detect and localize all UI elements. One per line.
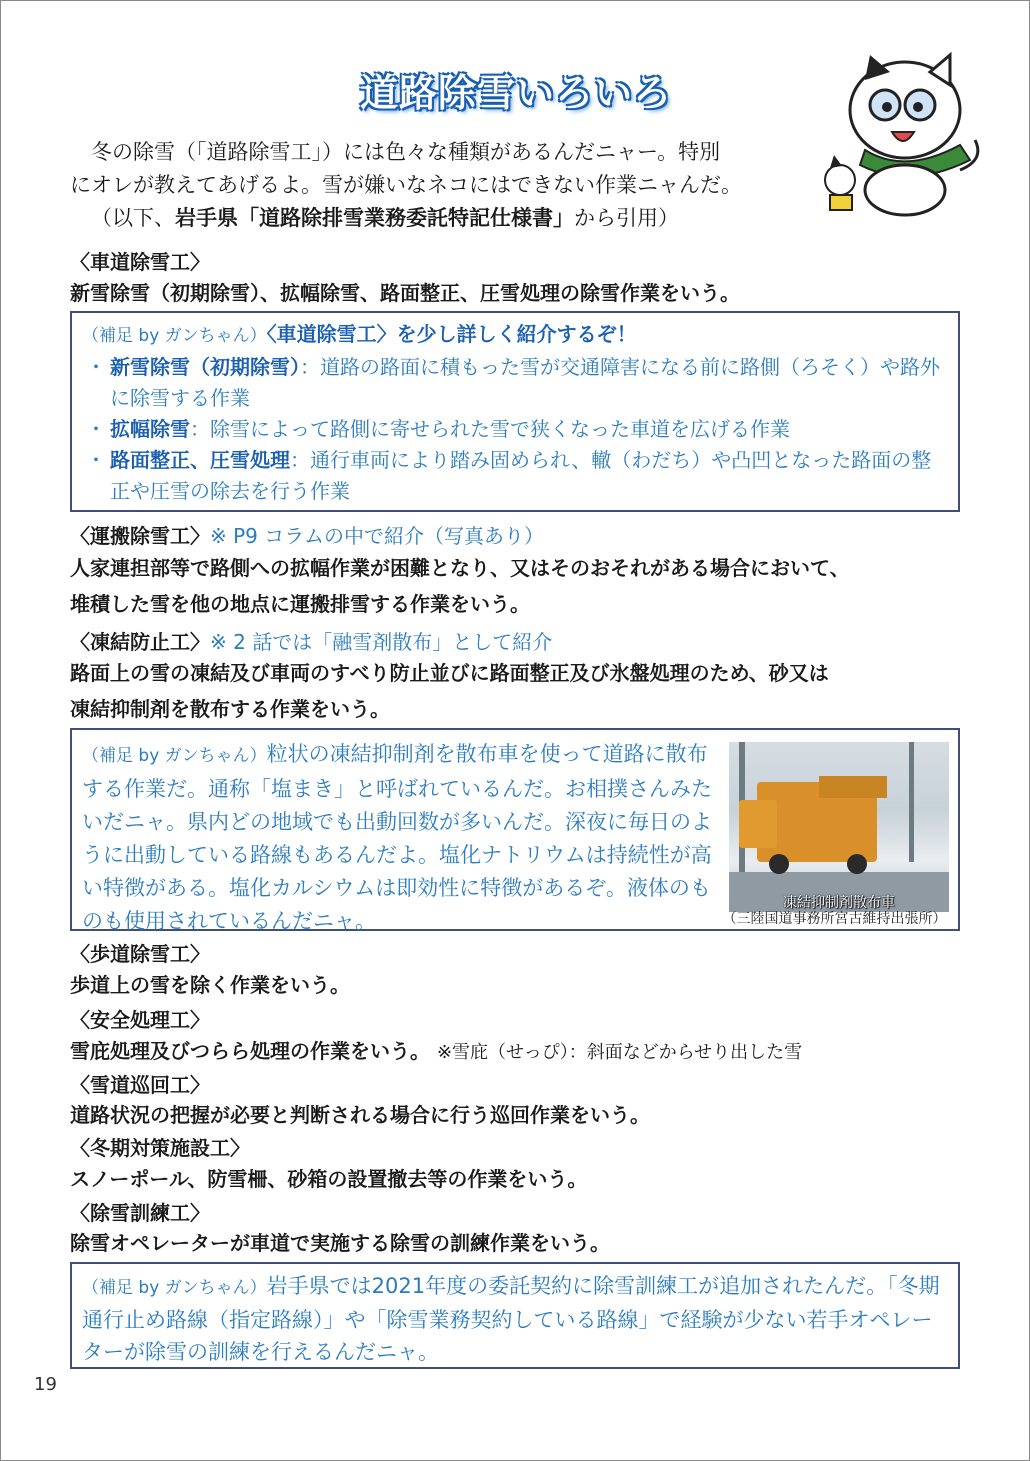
body-safety-text: 雪庇処理及びつらら処理の作業をいう。 <box>70 1039 430 1063</box>
heading-freeze-label: 〈凍結防止工〉 <box>70 630 210 654</box>
page-title: 道路除雪いろいろ <box>360 71 673 115</box>
tree-shape <box>909 742 914 862</box>
body-safety <box>70 1033 970 1071</box>
truck-cab-shape <box>739 800 777 848</box>
body-freeze-line-2: 凍結抑制剤を散布する作業をいう。 <box>70 697 390 721</box>
body-road: 新雪除雪（初期除雪）、拡幅除雪、路面整正、圧雪処理の除雪作業をいう。 <box>70 281 740 305</box>
heading-freeze-note: ※ 2 話では「融雪剤散布」として紹介 <box>210 630 553 654</box>
list-item-term: 路面整正、圧雪処理 <box>110 448 290 472</box>
intro-line-3-prefix: （以下、 <box>91 206 175 230</box>
intro-line-2: にオレが教えてあげるよ。雪が嫌いなネコにはできない作業ニャんだ。 <box>70 173 742 197</box>
heading-freeze <box>70 626 552 655</box>
box2-text <box>82 738 718 938</box>
body-freeze <box>70 655 970 727</box>
box2-body: 粒状の凍結抑制剤を散布車を使って道路に散布する作業だ。通称「塩まき」と呼ばれているんだ。お相撲さんみたいだニャ。県内どの地域でも出動回数が多いんだ。深夜に毎日のように出動している路線もあるんだよ。塩化ナトリウムは持続性が高い特徴がある。塩化カルシウムは即効性に特徴があるぞ。液体のものも使用されているんだニャ。 <box>82 742 712 933</box>
list-item-term: 新雪除雪（初期除雪） <box>110 355 300 379</box>
heading-haul <box>70 520 544 549</box>
list-item <box>82 445 948 507</box>
heading-road: 〈車道除雪工〉 <box>70 250 210 274</box>
page-number: 19 <box>34 1374 57 1395</box>
box3-tag: （補足 by ガンちゃん） <box>82 1278 267 1298</box>
heading-safety: 〈安全処理工〉 <box>70 1008 210 1032</box>
body-winter: スノーポール、防雪柵、砂箱の設置撤去等の作業をいう。 <box>70 1167 588 1191</box>
heading-patrol: 〈雪道巡回工〉 <box>70 1073 210 1097</box>
body-patrol: 道路状況の把握が必要と判断される場合に行う巡回作業をいう。 <box>70 1103 650 1127</box>
body-safety-note: ※雪庇（せっぴ）：斜面などからせり出した雪 <box>436 1042 803 1063</box>
box3-body: 岩手県では2021年度の委託契約に除雪訓練工が追加されたんだ。「冬期通行止め路線（指定路線）」や「除雪業務契約している路線」で経験が少ない若手オペレーターが除雪の訓練を行えるんだニャ。 <box>82 1274 940 1364</box>
intro-line-1: 冬の除雪（「道路除雪工」）には色々な種類があるんだニャー。特別 <box>91 140 721 164</box>
list-item-desc: ：除雪によって路側に寄せられた雪で狭くなった車道を広げる作業 <box>190 417 790 441</box>
box1-list <box>82 352 948 507</box>
wheel-shape <box>769 854 789 874</box>
intro-text <box>70 136 800 235</box>
heading-haul-label: 〈運搬除雪工〉 <box>70 524 210 548</box>
heading-training: 〈除雪訓練工〉 <box>70 1201 210 1225</box>
intro-line-3 <box>70 202 800 235</box>
body-haul-line-1: 人家連担部等で路側への拡幅作業が困難となり、又はそのおそれがある場合において、 <box>70 556 850 580</box>
note-box-freeze <box>70 728 960 931</box>
list-item-desc: ：通行車両により踏み固められ、轍（わだち）や凸凹となった路面の整正や圧雪の除去を行う作業 <box>110 448 932 503</box>
cat-mascot-illustration <box>810 50 990 220</box>
box1-tag: （補足 by ガンちゃん） <box>82 326 267 346</box>
list-item <box>82 352 948 414</box>
body-haul <box>70 550 970 622</box>
body-sidewalk: 歩道上の雪を除く作業をいう。 <box>70 973 350 997</box>
truck-tank-shape <box>819 776 887 798</box>
heading-haul-note: ※ P9 コラムの中で紹介（写真あり） <box>210 524 545 548</box>
body-freeze-line-1: 路面上の雪の凍結及び車両のすべり防止並びに路面整正及び氷盤処理のため、砂又は <box>70 661 829 685</box>
intro-line-3-suffix: から引用） <box>574 206 679 230</box>
list-item-term: 拡幅除雪 <box>110 417 190 441</box>
photo-credit: （三陸国道事務所宮古維持出張所） <box>722 911 947 927</box>
note-box-road <box>70 311 960 512</box>
heading-sidewalk: 〈歩道除雪工〉 <box>70 942 210 966</box>
list-item <box>82 414 948 445</box>
body-haul-line-2: 堆積した雪を他の地点に運搬排雪する作業をいう。 <box>70 592 530 616</box>
body-training: 除雪オペレーターが車道で実施する除雪の訓練作業をいう。 <box>70 1231 610 1255</box>
list-item-desc: ：道路の路面に積もった雪が交通障害になる前に路側（ろそく）や路外に除雪する作業 <box>110 355 940 410</box>
heading-winter: 〈冬期対策施設工〉 <box>70 1136 250 1160</box>
box2-tag: （補足 by ガンちゃん） <box>82 746 267 766</box>
box1-lead: 〈車道除雪工〉を少し詳しく紹介するぞ！ <box>266 322 637 346</box>
spreader-truck-photo <box>729 742 949 912</box>
note-box-training <box>70 1262 960 1369</box>
photo-caption: 凍結抑制剤散布車 <box>783 895 895 911</box>
box1-header <box>82 319 948 352</box>
wheel-shape <box>847 854 867 874</box>
intro-line-3-source: 岩手県「道路除排雪業務委託特記仕様書」 <box>175 206 574 230</box>
